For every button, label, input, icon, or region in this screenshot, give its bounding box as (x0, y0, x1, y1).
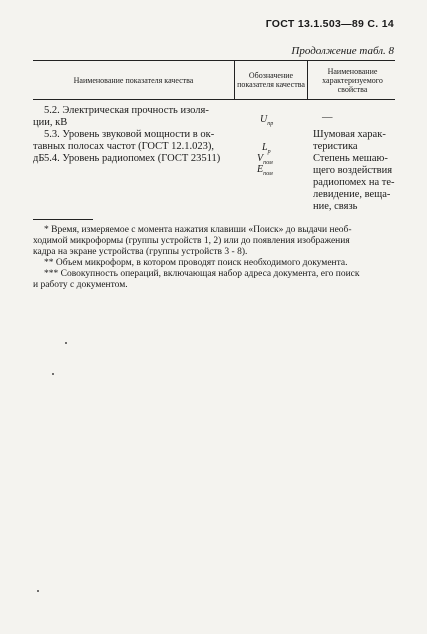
row-5-2-name-line-1: 5.2. Электрическая прочность изоля- (44, 105, 209, 116)
row-5-3-name-line-1: 5.3. Уровень звуковой мощности в ок- (44, 129, 215, 140)
row-5-3-name-line-2: тавных полосах частот (ГОСТ 12.1.023), (33, 141, 214, 152)
row-5-4-symbol-v: $V_{пом}$ (257, 153, 273, 166)
footnote-1-line-3: кадра на экране устройства (группы устройств 3 - 8). (33, 247, 248, 257)
row-5-4-property-line-2: щего воздействия (313, 165, 393, 176)
footnote-1-line-2: ходимой микроформы (группы устройств 1, 2) или до появления изображения (33, 236, 350, 246)
footnote-2: ** Объем микроформ, в котором проводят поиск необходимого документа. (44, 258, 348, 268)
column-header-property: Наименование характеризуемого свойства (322, 66, 383, 94)
row-5-3-name-line-3: дБ (33, 153, 45, 164)
row-5-4-property-line-3: радиопомех на те- (313, 177, 395, 188)
row-5-4-property-line-1: Степень мешаю- (313, 153, 388, 164)
column-divider (234, 61, 235, 99)
row-5-2-property: — (322, 112, 333, 123)
column-header-symbol: Обозначение показателя качества (237, 71, 305, 89)
row-5-3-property-line-1: Шумовая харак- (313, 129, 386, 140)
table-header (33, 60, 395, 100)
table-continuation-caption: Продолжение табл. 8 (291, 45, 394, 57)
column-divider (307, 61, 308, 99)
row-5-3-symbol: $L_р$ (262, 142, 271, 155)
row-5-4-property-line-5: ние, связь (313, 201, 358, 212)
column-header-name: Наименование показателя качества (73, 75, 194, 85)
row-5-4-name: 5.4. Уровень радиопомех (ГОСТ 23511) (44, 153, 221, 164)
footnote-3-line-1: *** Совокупность операций, включающая набор адреса документа, его поиск (44, 269, 360, 279)
scan-speck (52, 373, 54, 375)
row-5-4-symbol-e: $E_{пом}$ (257, 164, 273, 177)
row-5-3-property-line-2: теристика (313, 141, 358, 152)
page-header: ГОСТ 13.1.503—89 С. 14 (265, 18, 394, 30)
footnote-1-line-1: * Время, измеряемое с момента нажатия клавиши «Поиск» до выдачи необ- (44, 225, 352, 235)
footnote-3-line-2: и работу с документом. (33, 280, 128, 290)
scan-speck (65, 342, 67, 344)
row-5-2-name-line-2: ции, кВ (33, 117, 68, 128)
scan-speck (37, 590, 39, 592)
row-5-4-property-line-4: левидение, веща- (313, 189, 391, 200)
row-5-2-symbol: $U_{пр}$ (260, 114, 274, 127)
footnote-separator (33, 219, 93, 220)
